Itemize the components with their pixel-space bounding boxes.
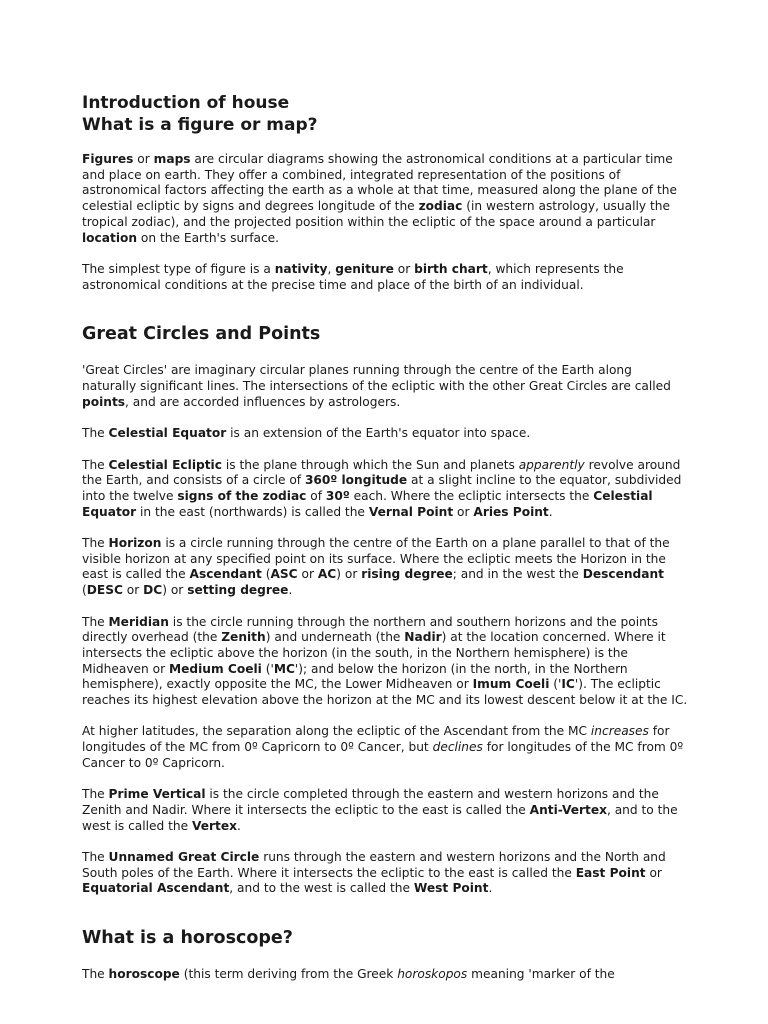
bold-term: Celestial Equator: [82, 488, 653, 519]
bold-term: East Point: [575, 865, 646, 880]
paragraph-higher-latitudes: [82, 724, 688, 771]
text-run: '); and below the horizon (in the north, in the Northern hemisphere), exactly opposite the MC, the Lower Midheaven or: [82, 661, 628, 692]
paragraph-figures: [82, 152, 688, 246]
bold-term: Anti-Vertex: [529, 802, 607, 817]
text-run: The: [82, 967, 109, 982]
paragraph-simplest-figure: [82, 262, 688, 293]
bold-term: Zenith: [221, 630, 266, 645]
bold-term: Descendant: [582, 567, 665, 582]
text-run: of: [306, 488, 326, 503]
bold-term: IC: [561, 677, 575, 692]
bold-term: Vernal Point: [368, 504, 454, 519]
text-run: each. Where the ecliptic intersects the: [349, 488, 594, 503]
text-run: are circular diagrams showing the astronomical conditions at a particular time and place on earth. They offer a combined, integrated representation of the positions of astronomical factors affecting the earth as a whole at that time, measured along the plane of the celestial ecliptic by signs and degrees longitude of the: [82, 152, 677, 214]
bold-term: 30º: [325, 488, 350, 503]
bold-term: points: [82, 394, 126, 409]
text-run: or: [133, 152, 154, 166]
bold-term: Equatorial Ascendant: [82, 881, 230, 896]
text-run: .: [237, 818, 241, 833]
paragraph-unnamed-great-circle: [82, 850, 688, 897]
bold-term: maps: [153, 152, 191, 166]
paragraph-prime-vertical: [82, 787, 688, 834]
bold-term: West Point: [413, 881, 489, 896]
text-run: (in western astrology, usually the tropical zodiac), and the projected position within the ecliptic of the space around a particular: [82, 199, 670, 229]
text-run: (: [82, 583, 87, 598]
bold-term: zodiac: [418, 199, 463, 214]
text-run: , and to the west is called the: [229, 881, 414, 896]
bold-term: Figures: [82, 152, 134, 166]
text-run: The: [82, 850, 109, 864]
text-run: ) at the location concerned. Where it intersects the ecliptic above the horizon (in the south, in the Northern hemisphere) is the Midheaven or: [82, 630, 666, 676]
bold-term: DC: [143, 583, 163, 598]
bold-term: Aries Point: [473, 504, 549, 519]
text-run: '). The ecliptic reaches its highest elevation above the horizon at the MC and its lowest descent below it at the IC.: [82, 677, 688, 708]
text-run: is the circle completed through the eastern and western horizons and the Zenith and Nadir. Where it intersects the ecliptic to the east is called the: [82, 787, 659, 817]
text-run: (: [261, 567, 271, 582]
bold-term: birth chart: [414, 261, 488, 276]
title-line-2: What is a figure or map?: [82, 115, 318, 135]
text-run: or: [645, 865, 662, 880]
text-run: At higher latitudes, the separation along the ecliptic of the Ascendant from the MC: [82, 724, 591, 739]
text-run: 'Great Circles' are imaginary circular planes running through the centre of the Earth along naturally significant lines. The intersections of the ecliptic with the other Great Circles are called: [82, 363, 671, 394]
text-run: , which represents the astronomical conditions at the precise time and place of the birth of an individual.: [82, 261, 624, 292]
bold-term: location: [82, 230, 138, 245]
text-run: on the Earth's surface.: [137, 230, 280, 245]
text-run: is the circle running through the northern and southern horizons and the points directly overhead (the: [82, 614, 658, 645]
text-run: at a slight incline to the equator, subdivided into the twelve: [82, 473, 682, 503]
bold-term: Horizon: [108, 536, 162, 550]
text-run: The: [82, 457, 109, 472]
text-run: ; and in the west the: [452, 567, 583, 582]
text-run: (': [549, 677, 562, 692]
bold-term: geniture: [335, 261, 394, 276]
bold-term: Imum Coeli: [472, 677, 550, 692]
text-run: .: [548, 504, 553, 519]
bold-term: MC: [273, 661, 295, 676]
bold-term: rising degree: [361, 567, 453, 582]
text-run: or: [393, 261, 415, 276]
text-run: ,: [327, 261, 336, 276]
page-title: [82, 92, 688, 136]
bold-term: signs of the zodiac: [177, 488, 307, 503]
text-run: The: [82, 536, 109, 550]
text-run: .: [488, 881, 493, 896]
text-run: The: [82, 787, 109, 802]
text-run: ) or: [336, 567, 362, 582]
bold-term: Celestial Equator: [108, 426, 227, 441]
text-run: revolve around the Earth, and consists of a circle of: [82, 457, 681, 488]
paragraph-celestial-ecliptic: [82, 458, 688, 521]
bold-term: ASC: [270, 567, 298, 582]
paragraph-horizon: [82, 536, 688, 599]
italic-term: apparently: [518, 457, 585, 472]
bold-term: horoscope: [108, 967, 180, 982]
paragraph-horoscope: [82, 967, 688, 983]
text-run: for longitudes of the MC from 0º Cancer to 0º Capricorn.: [82, 740, 684, 770]
bold-term: Medium Coeli: [168, 661, 262, 676]
bold-term: Unnamed Great Circle: [108, 850, 260, 864]
text-run: The: [82, 614, 109, 629]
text-run: runs through the eastern and western horizons and the North and South poles of the Earth. Where it intersects the ecliptic to the east is called the: [82, 850, 666, 880]
text-run: .: [288, 583, 293, 598]
bold-term: Ascendant: [189, 567, 262, 582]
text-run: or: [297, 567, 318, 582]
text-run: ) or: [162, 583, 188, 598]
italic-term: horoskopos: [397, 967, 468, 982]
text-run: , and are accorded influences by astrologers.: [125, 394, 401, 409]
italic-term: increases: [590, 724, 649, 739]
bold-term: Meridian: [108, 614, 169, 629]
heading-horoscope: What is a horoscope?: [82, 928, 293, 949]
text-run: , and to the west is called the: [82, 802, 678, 833]
text-run: is a circle running through the centre of the Earth on a plane parallel to that of the visible horizon at any specified point on its surface. Where the ecliptic meets the Horizon in the east is called the: [82, 536, 670, 582]
heading-great-circles: Great Circles and Points: [82, 324, 321, 345]
bold-term: Nadir: [404, 630, 442, 645]
paragraph-great-circles: [82, 363, 688, 410]
bold-term: Prime Vertical: [108, 787, 206, 802]
paragraph-celestial-equator: [82, 426, 688, 442]
title-line-1: Introduction of house: [82, 93, 290, 113]
bold-term: nativity: [274, 261, 328, 276]
text-run: (this term deriving from the Greek: [179, 967, 398, 982]
bold-term: DESC: [86, 583, 123, 598]
bold-term: AC: [317, 567, 337, 582]
text-run: The: [82, 426, 109, 441]
bold-term: 360º longitude: [304, 473, 408, 488]
paragraph-meridian: [82, 615, 688, 709]
bold-term: setting degree: [187, 583, 289, 598]
text-run: or: [122, 583, 144, 598]
text-run: for longitudes of the MC from 0º Capricorn to 0º Cancer, but: [82, 724, 670, 755]
text-run: is an extension of the Earth's equator into space.: [226, 426, 531, 441]
text-run: in the east (northwards) is called the: [136, 504, 369, 519]
text-run: meaning 'marker of the: [467, 967, 615, 982]
italic-term: declines: [432, 740, 483, 755]
bold-term: Vertex: [192, 818, 238, 833]
text-run: ) and underneath (the: [265, 630, 405, 645]
bold-term: Celestial Ecliptic: [108, 457, 222, 472]
text-run: (': [261, 661, 274, 676]
text-run: The simplest type of figure is a: [82, 261, 275, 276]
text-run: is the plane through which the Sun and planets: [221, 457, 519, 472]
text-run: or: [453, 504, 474, 519]
